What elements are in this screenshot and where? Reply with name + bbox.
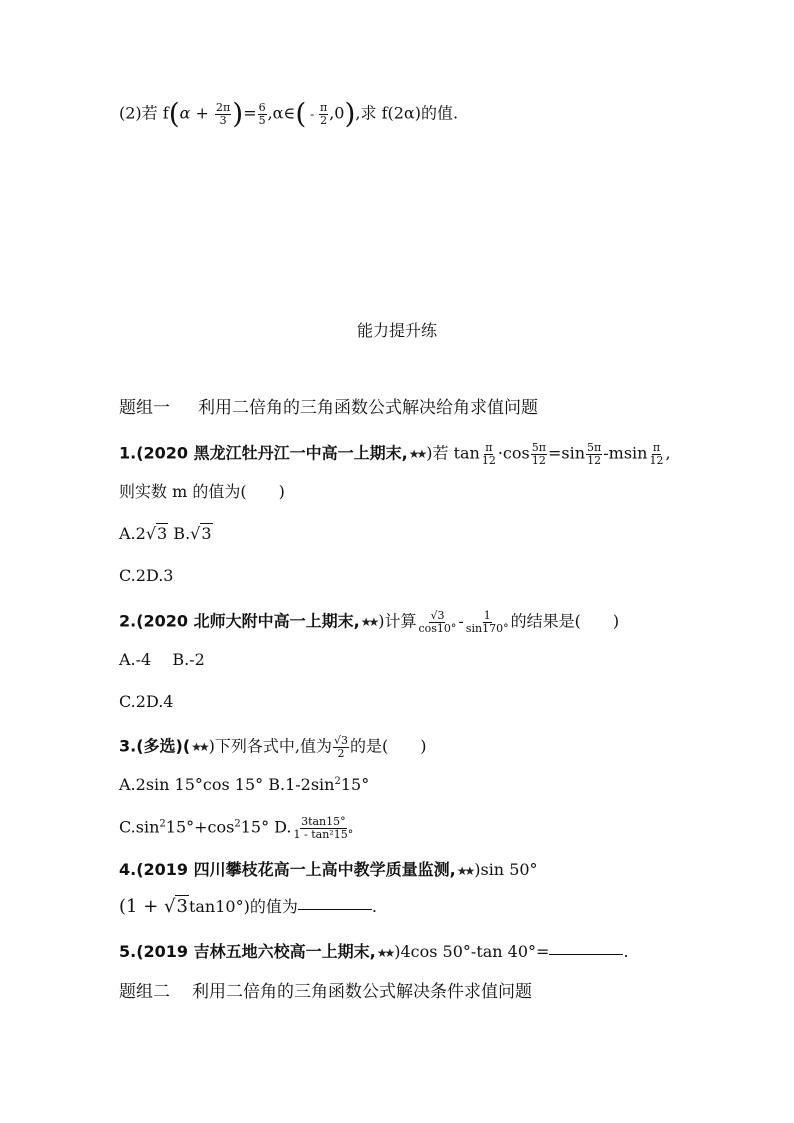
text: )4cos 50°-tan 40°= bbox=[394, 942, 550, 961]
fraction-option-d bbox=[293, 816, 355, 840]
problem-4-line-2 bbox=[119, 898, 377, 916]
problem-5 bbox=[119, 944, 629, 960]
problem-3-options-cd bbox=[119, 816, 355, 840]
neg: - bbox=[306, 107, 318, 122]
problem-1-options-cd: C.2D.3 bbox=[119, 566, 174, 585]
sqrt-3: √3 bbox=[164, 896, 188, 917]
problem-3-options-ab bbox=[119, 777, 369, 793]
text: (1 + bbox=[119, 896, 164, 917]
text: , bbox=[665, 443, 671, 463]
text: )计算 bbox=[378, 611, 417, 631]
fraction-pi-12 bbox=[481, 442, 497, 466]
superscript: 2 bbox=[234, 818, 241, 830]
problem-2 bbox=[119, 610, 619, 634]
superscript: 2 bbox=[159, 818, 166, 830]
radicand: 3 bbox=[157, 524, 168, 543]
mid: ,α∈ bbox=[267, 103, 296, 123]
problem-source: 3.(多选)( bbox=[119, 736, 191, 756]
fraction-pi-2 bbox=[319, 102, 328, 126]
problem-2-options-ab: A.-4 B.-2 bbox=[119, 650, 205, 669]
num: 3tan15° bbox=[301, 815, 346, 828]
text: =sin bbox=[547, 443, 586, 463]
den: 1 - tan²15° bbox=[293, 827, 354, 841]
fraction-sqrt3-cos10 bbox=[417, 610, 457, 634]
text: tan10°)的值为 bbox=[188, 897, 298, 916]
text: )下列各式中,值为 bbox=[208, 736, 333, 756]
option-a-b: A.2sin 15°cos 15° B.1-2sin bbox=[119, 775, 335, 794]
fraction-2pi-3 bbox=[215, 102, 231, 126]
text: 15° bbox=[340, 775, 370, 794]
group-title: 利用二倍角的三角函数公式解决给角求值问题 bbox=[198, 398, 538, 418]
star-icon: ★★ bbox=[456, 863, 473, 878]
text: (2)若 f bbox=[119, 103, 169, 123]
sub-question-2: (2)若 f(α + $\frac{2\pi}{3}$ )= $\frac{6}{5}$ ,α∈( - $\frac{\pi}{2}$ ,0),求 f(2α)的值. bbox=[119, 97, 459, 130]
num: 5π bbox=[531, 441, 546, 454]
den: 12 bbox=[649, 453, 664, 467]
star-icon: ★★ bbox=[360, 615, 377, 630]
text: . bbox=[623, 942, 629, 961]
num: √3 bbox=[430, 609, 445, 622]
option-b: B. bbox=[168, 524, 191, 543]
num: π bbox=[485, 441, 493, 454]
den: 3 bbox=[219, 113, 227, 127]
radicand: 3 bbox=[176, 896, 188, 917]
num: 5π bbox=[587, 441, 602, 454]
star-icon: ★★ bbox=[376, 945, 393, 960]
fraction-6-5 bbox=[258, 102, 267, 126]
den: sin170° bbox=[465, 621, 509, 635]
plus: + bbox=[190, 103, 215, 123]
den: 12 bbox=[481, 453, 496, 467]
problem-1-options-ab bbox=[119, 526, 213, 542]
den: 2 bbox=[337, 746, 345, 760]
sqrt-3: √3 bbox=[190, 524, 212, 543]
text: . bbox=[371, 897, 377, 916]
alpha: α bbox=[179, 103, 191, 123]
group-1-heading bbox=[119, 400, 538, 417]
problem-4 bbox=[119, 862, 538, 878]
group-2-heading bbox=[119, 984, 532, 1001]
problem-2-options-cd: C.2D.4 bbox=[119, 692, 174, 711]
den: 12 bbox=[531, 453, 546, 467]
fraction-5pi-12 bbox=[531, 442, 547, 466]
zero: ,0 bbox=[329, 103, 345, 123]
superscript: 2 bbox=[334, 776, 341, 787]
text: 的结果是( ) bbox=[510, 611, 620, 631]
text: -msin bbox=[603, 443, 648, 463]
answer-blank[interactable] bbox=[549, 953, 623, 955]
option-d: 15° D. bbox=[240, 817, 292, 837]
section-title: 能力提升练 bbox=[356, 321, 437, 340]
problem-3 bbox=[119, 735, 427, 759]
num: π bbox=[652, 441, 661, 454]
fraction-5pi-12 bbox=[586, 442, 602, 466]
problem-source: 2.(2020 北师大附中高一上期末, bbox=[119, 611, 360, 631]
group-label: 题组二 bbox=[119, 982, 170, 1002]
problem-1 bbox=[119, 442, 671, 466]
fraction-1-sin170 bbox=[465, 610, 510, 634]
text: 15°+cos bbox=[165, 817, 235, 837]
text: ·cos bbox=[497, 443, 530, 463]
answer-blank[interactable] bbox=[298, 908, 372, 910]
sqrt-3: √3 bbox=[145, 524, 168, 543]
num: √3 bbox=[334, 734, 349, 747]
suffix: ,求 f(2α)的值. bbox=[355, 103, 459, 123]
text: )若 tan bbox=[426, 443, 480, 463]
eq: = bbox=[243, 103, 257, 123]
text: 的是( ) bbox=[350, 736, 427, 756]
den: 2 bbox=[320, 113, 328, 127]
problem-1-line-2: 则实数 m 的值为( ) bbox=[119, 482, 285, 501]
fraction-pi-12 bbox=[648, 442, 664, 466]
radicand: 3 bbox=[201, 524, 212, 543]
den: 12 bbox=[587, 453, 602, 467]
problem-source: 4.(2019 四川攀枝花高一上高中教学质量监测, bbox=[119, 860, 456, 879]
group-title: 利用二倍角的三角函数公式解决条件求值问题 bbox=[192, 982, 532, 1002]
group-label: 题组一 bbox=[119, 398, 170, 418]
problem-source: 5.(2019 吉林五地六校高一上期末, bbox=[119, 942, 376, 961]
num: 6 bbox=[258, 100, 266, 114]
text: - bbox=[458, 611, 464, 631]
text: )sin 50° bbox=[474, 860, 538, 879]
option-a: A.2 bbox=[119, 524, 146, 543]
problem-source: 1.(2020 黑龙江牡丹江一中高一上期末, bbox=[119, 443, 408, 463]
star-icon: ★★ bbox=[191, 740, 207, 755]
num: 1 bbox=[483, 609, 491, 622]
num: 2π bbox=[216, 100, 231, 114]
star-icon: ★★ bbox=[408, 447, 425, 462]
fraction-sqrt3-2 bbox=[333, 735, 349, 759]
den: cos10° bbox=[418, 621, 457, 635]
num: π bbox=[319, 100, 328, 114]
den: 5 bbox=[258, 113, 266, 127]
option-c: C.sin bbox=[119, 817, 160, 837]
